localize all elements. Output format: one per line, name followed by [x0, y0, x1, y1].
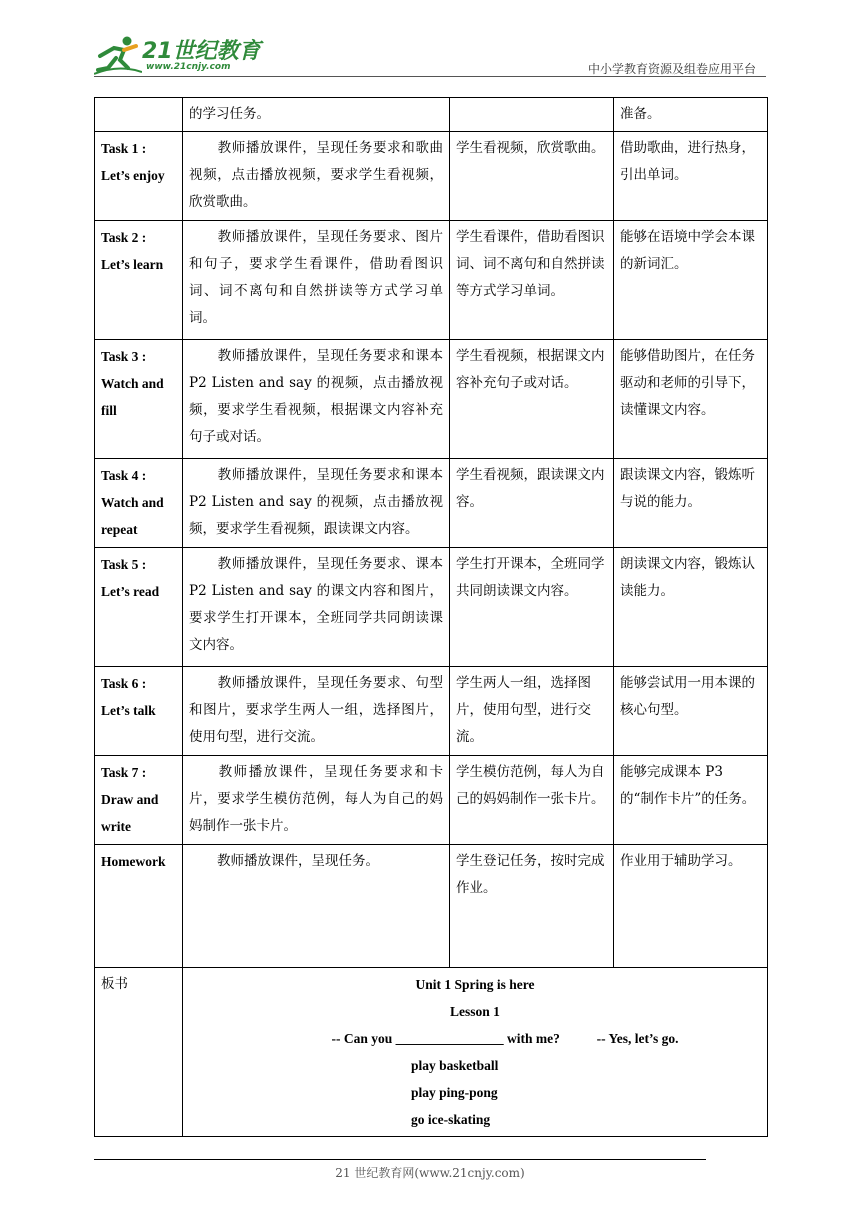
task-label: Let’s read [101, 584, 160, 599]
lesson-plan-table [94, 97, 768, 1137]
table-row [95, 845, 768, 968]
student-activity-cell: 学生看课件，借助看图识词、词不离句和自然拼读等方式学习单词。 [450, 221, 614, 340]
task-cell [95, 132, 183, 221]
lesson-plan-body [95, 98, 768, 968]
board-item: play ping-pong [411, 1085, 498, 1100]
board-item: play basketball [411, 1058, 499, 1073]
teacher-activity-cell [183, 221, 450, 340]
teacher-activity-cell [183, 340, 450, 459]
task-cell [95, 340, 183, 459]
purpose-cell: 跟读课文内容，锻炼听与说的能力。 [614, 459, 768, 548]
purpose-cell: 能够完成课本 P3 的“制作卡片”的任务。 [614, 756, 768, 845]
footer-text: 21 世纪教育网(www.21cnjy.com) [335, 1166, 525, 1180]
runner-logo-icon [94, 34, 142, 78]
student-activity-cell: 学生看视频，欣赏歌曲。 [450, 132, 614, 221]
board-lesson: Lesson 1 [450, 1004, 500, 1019]
purpose-cell: 作业用于辅助学习。 [614, 845, 768, 968]
board-item: go ice-skating [411, 1112, 491, 1127]
student-activity-cell: 学生看视频，跟读课文内容。 [450, 459, 614, 548]
task-label: Task 4 : [101, 468, 147, 483]
teacher-activity-cell [183, 845, 450, 968]
task-label: Let’s enjoy [101, 168, 165, 183]
teacher-activity-text: 教师播放课件，呈现任务要求、句型和图片，要求学生两人一组，选择图片，使用句型，进行交流。 [189, 675, 443, 745]
task-label: Task 1 : [101, 141, 147, 156]
purpose-cell: 能够借助图片，在任务驱动和老师的引导下，读懂课文内容。 [614, 340, 768, 459]
board-sentence [189, 1025, 761, 1052]
table-row [95, 340, 768, 459]
task-label: Task 2 : [101, 230, 147, 245]
teacher-activity-cell [183, 548, 450, 667]
table-row [95, 756, 768, 845]
teacher-activity-cell [183, 667, 450, 756]
table-row [95, 459, 768, 548]
teacher-activity-cell [183, 756, 450, 845]
task-cell [95, 667, 183, 756]
table-row [95, 667, 768, 756]
task-label: Homework [101, 854, 166, 869]
task-label: Task 6 : [101, 676, 147, 691]
student-activity-cell: 学生打开课本，全班同学共同朗读课文内容。 [450, 548, 614, 667]
task-label [101, 101, 176, 128]
teacher-activity-text: 教师播放课件，呈现任务。 [217, 853, 379, 869]
task-cell [95, 221, 183, 340]
platform-name: 中小学教育资源及组卷应用平台 [587, 62, 756, 76]
purpose-cell: 能够在语境中学会本课的新词汇。 [614, 221, 768, 340]
student-activity-cell: 学生登记任务，按时完成作业。 [450, 845, 614, 968]
task-cell [95, 98, 183, 132]
task-cell [95, 756, 183, 845]
teacher-activity-text: 教师播放课件，呈现任务要求和卡片，要求学生模仿范例，每人为自己的妈妈制作一张卡片。 [189, 764, 443, 834]
task-label: Task 3 : [101, 349, 147, 364]
brand-name: 21世纪教育 [142, 39, 261, 64]
board-answer: -- Yes, let’s go. [596, 1031, 679, 1046]
table-row [95, 132, 768, 221]
task-cell [95, 845, 183, 968]
task-label: Draw and [101, 792, 159, 807]
footer-divider [94, 1159, 706, 1160]
teacher-activity-text: 教师播放课件，呈现任务要求和歌曲视频，点击播放视频，要求学生看视频，欣赏歌曲。 [189, 140, 443, 210]
brand-url: www.21cnjy.com [146, 62, 231, 72]
task-label: Watch and [101, 495, 164, 510]
board-title: Unit 1 Spring is here [415, 977, 535, 992]
task-label: Let’s learn [101, 257, 164, 272]
purpose-cell: 朗读课文内容，锻炼认读能力。 [614, 548, 768, 667]
board-content [183, 968, 768, 1137]
logo [94, 32, 264, 82]
task-cell [95, 548, 183, 667]
purpose-cell: 能够尝试用一用本课的核心句型。 [614, 667, 768, 756]
task-label: write [101, 819, 131, 834]
teacher-activity-text: 的学习任务。 [189, 106, 270, 122]
teacher-activity-cell [183, 98, 450, 132]
table-row [95, 98, 768, 132]
task-label: Watch and [101, 376, 164, 391]
board-question: -- Can you ________________ with me? [331, 1031, 560, 1046]
purpose-cell: 准备。 [614, 98, 768, 132]
teacher-activity-cell [183, 459, 450, 548]
purpose-cell: 借助歌曲，进行热身，引出单词。 [614, 132, 768, 221]
task-label: Task 7 : [101, 765, 147, 780]
task-cell [95, 459, 183, 548]
task-label: repeat [101, 522, 138, 537]
header-divider [94, 76, 766, 77]
board-row [95, 968, 768, 1137]
student-activity-cell [450, 98, 614, 132]
table-row [95, 221, 768, 340]
student-activity-cell: 学生看视频，根据课文内容补充句子或对话。 [450, 340, 614, 459]
table-row [95, 548, 768, 667]
teacher-activity-text: 教师播放课件，呈现任务要求和课本 P2 Listen and say 的视频，点击播放视频，要求学生看视频，跟读课文内容。 [189, 467, 443, 537]
board-label: 板书 [95, 968, 183, 1137]
teacher-activity-text: 教师播放课件，呈现任务要求和课本 P2 Listen and say 的视频，点击播放视频，要求学生看视频，根据课文内容补充句子或对话。 [189, 348, 443, 445]
task-label: Let’s talk [101, 703, 156, 718]
student-activity-cell: 学生模仿范例，每人为自己的妈妈制作一张卡片。 [450, 756, 614, 845]
teacher-activity-text: 教师播放课件，呈现任务要求、课本 P2 Listen and say 的课文内容和图片，要求学生打开课本，全班同学共同朗读课文内容。 [189, 556, 443, 653]
teacher-activity-text: 教师播放课件，呈现任务要求、图片和句子，要求学生看课件，借助看图识词、词不离句和自然拼读等方式学习单词。 [189, 229, 443, 326]
student-activity-cell: 学生两人一组，选择图片，使用句型，进行交流。 [450, 667, 614, 756]
teacher-activity-cell [183, 132, 450, 221]
task-label: fill [101, 403, 117, 418]
task-label: Task 5 : [101, 557, 147, 572]
page-header [0, 0, 860, 90]
